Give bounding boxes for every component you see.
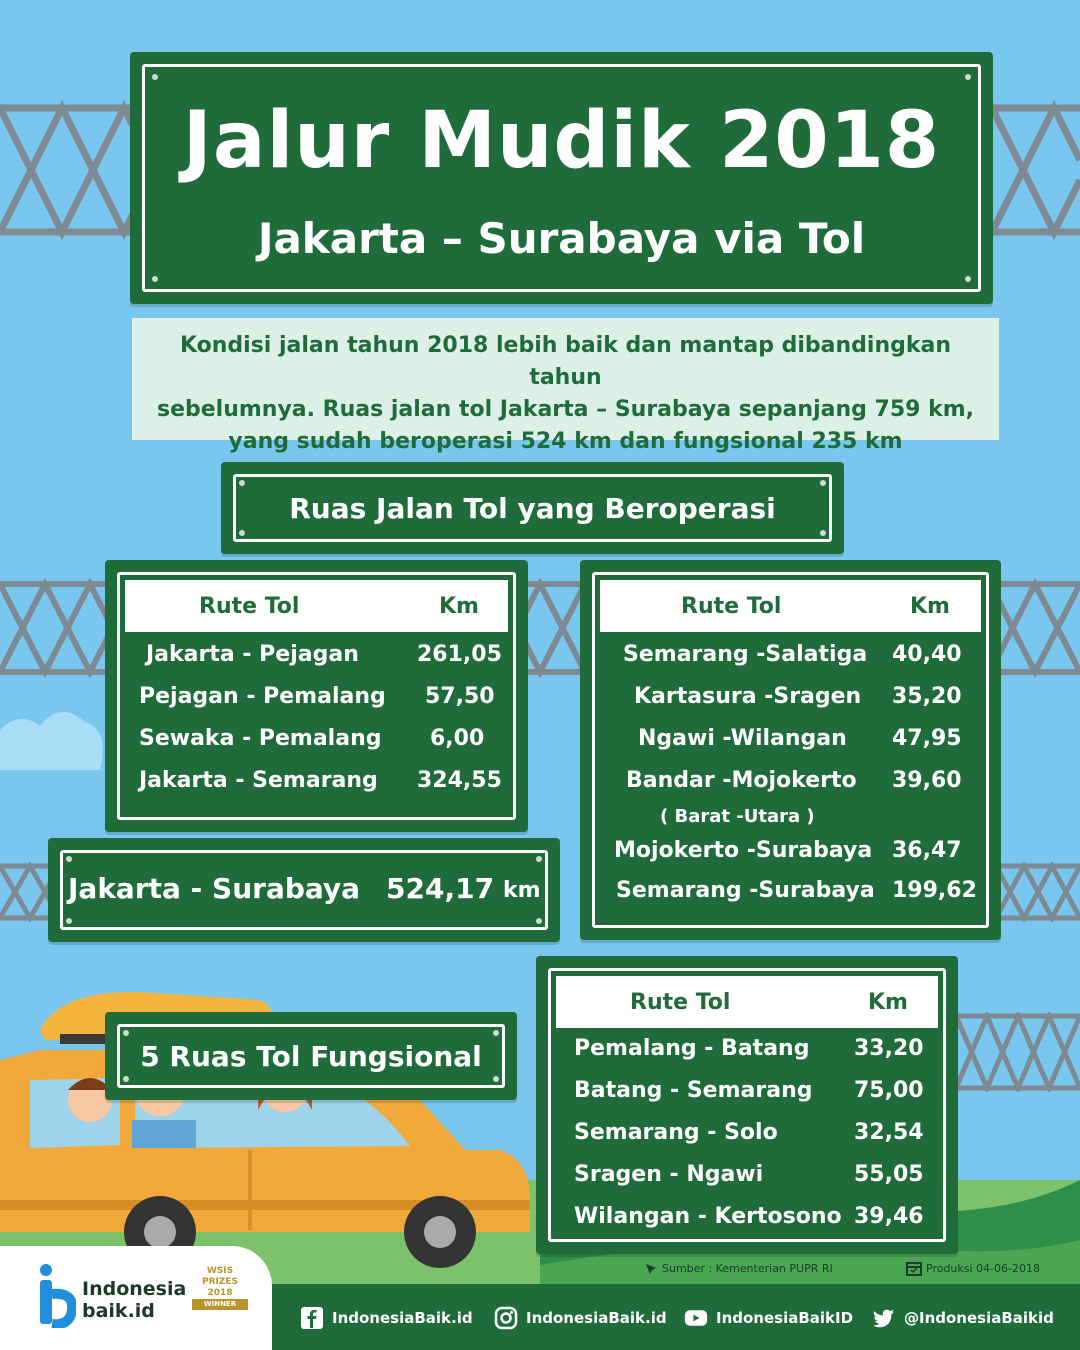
twitter-icon [872,1306,896,1330]
route-name: Semarang -Surabaya [616,878,875,903]
award-text: WSIS [206,1266,234,1276]
pin-icon [644,1262,658,1276]
brand-panel [0,1246,272,1350]
award-text: 2018 [207,1288,233,1298]
route-km: 57,50 [425,684,495,709]
gantry-truss-right-low [956,1012,1080,1092]
column-header-km: Km [439,594,479,619]
route-km: 33,20 [854,1036,924,1061]
indonesiabaik-logo-icon [36,1264,76,1328]
route-name: Bandar -Mojokerto [626,768,857,793]
route-km: 40,40 [892,642,962,667]
functional-heading-sign [105,1012,517,1100]
route-name: Semarang -Salatiga [623,642,868,667]
route-name: Wilangan - Kertosono [574,1204,842,1229]
total-route: Jakarta - Surabaya [68,872,361,905]
route-km: 6,00 [430,726,485,751]
route-name: Semarang - Solo [574,1120,778,1145]
social-instagram[interactable] [494,1306,667,1330]
operating-heading: Ruas Jalan Tol yang Beroperasi [289,492,776,525]
route-name: Sragen - Ngawi [574,1162,764,1187]
route-name: Kartasura -Sragen [634,684,862,709]
column-header-km: Km [910,594,950,619]
functional-heading: 5 Ruas Tol Fungsional [140,1040,482,1073]
award-badge [192,1266,248,1328]
column-header-route: Rute Tol [199,594,300,619]
facebook-icon [300,1306,324,1330]
page-subtitle: Jakarta – Surabaya via Tol [257,214,866,263]
instagram-icon [494,1306,518,1330]
column-header-route: Rute Tol [681,594,782,619]
intro-line: yang sudah beroperasi 524 km dan fungsional 235 km [228,429,903,454]
route-km: 39,60 [892,768,962,793]
youtube-handle: IndonesiaBaikID [716,1309,854,1327]
youtube-icon [684,1306,708,1330]
route-km: 36,47 [892,838,962,863]
page-title: Jalur Mudik 2018 [182,96,941,186]
column-header-km: Km [868,990,908,1015]
route-km: 39,46 [854,1204,924,1229]
route-name: Jakarta - Semarang [139,768,378,793]
route-note: ( Barat -Utara ) [660,806,815,827]
route-name: Mojokerto -Surabaya [614,838,873,863]
functional-table [536,956,958,1254]
intro-description [132,318,999,454]
route-km: 35,20 [892,684,962,709]
column-header-route: Rute Tol [630,990,731,1015]
route-name: Batang - Semarang [574,1078,813,1103]
route-km: 199,62 [892,878,977,903]
total-unit: km [503,878,541,903]
operating-heading-sign [221,462,844,554]
instagram-handle: IndonesiaBaik.id [526,1309,667,1327]
twitter-handle: @IndonesiaBaikid [904,1309,1054,1327]
route-name: Pemalang - Batang [574,1036,810,1061]
gantry-truss-right [996,862,1080,922]
cloud-icon [0,700,110,770]
intro-line: sebelumnya. Ruas jalan tol Jakarta – Surabaya sepanjang 759 km, [156,397,975,422]
operating-table-right [580,560,1001,940]
source-credit: Sumber : Kementerian PUPR RI [662,1262,833,1275]
production-date: Produksi 04-06-2018 [926,1262,1040,1275]
social-youtube[interactable] [684,1306,853,1330]
brand-name: Indonesia [82,1278,187,1300]
total-km: 524,17 [386,872,495,905]
route-km: 32,54 [854,1120,924,1145]
table-header [556,976,938,1028]
award-text: WINNER [192,1299,248,1310]
operating-table-left [105,560,528,832]
route-name: Ngawi -Wilangan [638,726,847,751]
brand-name-domain: baik.id [82,1300,155,1322]
table-header [125,580,508,632]
table-header [600,580,981,632]
intro-line: Kondisi jalan tahun 2018 lebih baik dan mantap dibandingkan tahun [179,333,951,390]
calendar-icon [906,1260,922,1276]
route-km: 324,55 [417,768,502,793]
total-sign [48,838,560,942]
route-name: Sewaka - Pemalang [139,726,382,751]
route-km: 75,00 [854,1078,924,1103]
facebook-handle: IndonesiaBaik.id [332,1309,473,1327]
route-km: 47,95 [892,726,962,751]
social-facebook[interactable] [300,1306,473,1330]
route-name: Pejagan - Pemalang [139,684,386,709]
title-sign [130,52,993,304]
route-km: 261,05 [417,642,502,667]
award-text: PRIZES [201,1277,239,1287]
route-km: 55,05 [854,1162,924,1187]
social-twitter[interactable] [872,1306,1054,1330]
route-name: Jakarta - Pejagan [146,642,359,667]
